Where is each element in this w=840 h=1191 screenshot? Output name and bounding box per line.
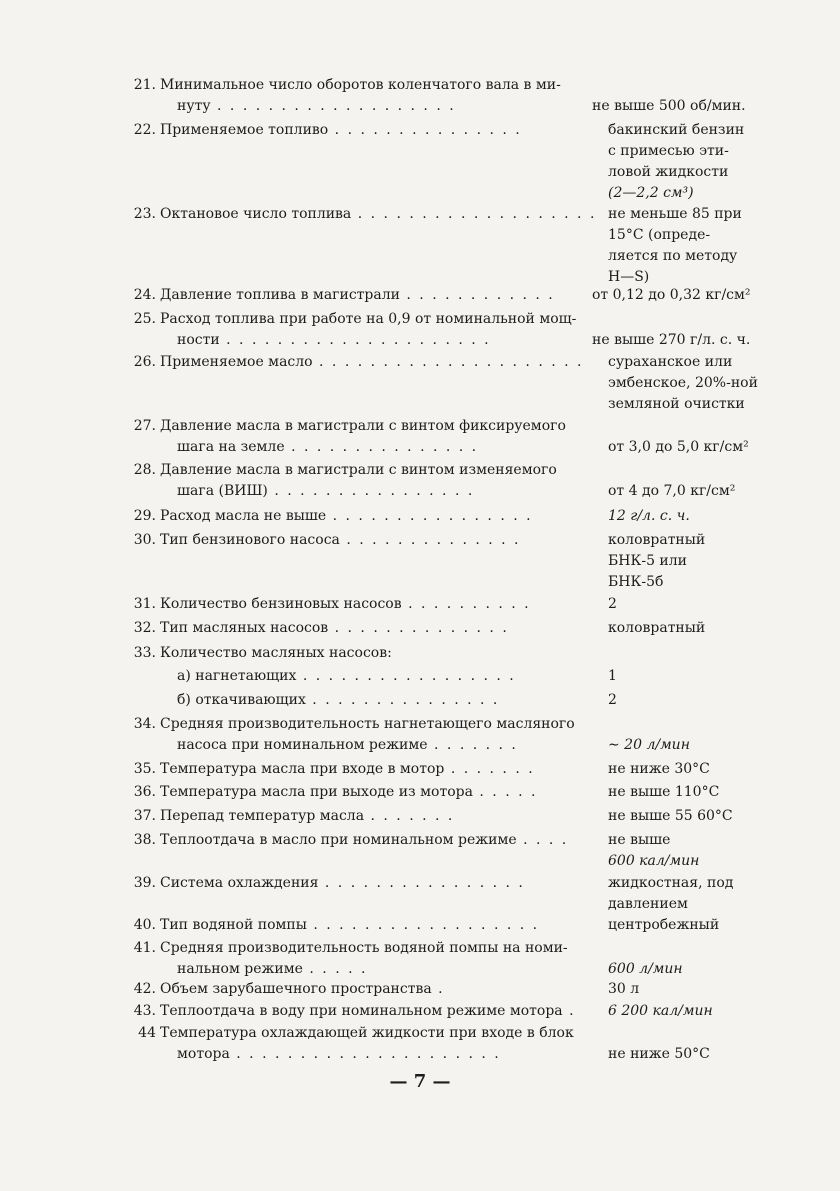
item-value: не выше 500 об/мин. [592,98,746,114]
item-label: Температура масла при выходе из мотора . . . . . [160,784,538,800]
item-value: не выше 110°С [608,784,720,800]
item-label: Давление масла в магистрали с винтом фиксируемого [160,418,566,434]
item-label: Теплоотдача в масло при номинальном режиме . . . . [160,832,569,848]
item-number: 28. [133,462,156,478]
item-label: Система охлаждения . . . . . . . . . . . . . . . . [160,875,525,891]
item-number: 39. [133,875,156,891]
item-number: 41. [133,940,156,956]
item-label: Октановое число топлива . . . . . . . . . . . . . . . . . . . [160,206,597,222]
item-number: 36. [133,784,156,800]
item-number: 35. [133,761,156,777]
item-label-continued: шага на земле . . . . . . . . . . . . . . . [177,439,479,455]
item-number: 26. [133,354,156,370]
item-value: ∼ 20 л/мин [608,737,690,753]
item-number: 40. [133,917,156,933]
item-value: коловратный БНК-5 или БНК-5б [608,532,706,590]
item-value: бакинский бензин с примесью эти- ловой жидкости (2—2,2 см³) [608,122,745,201]
item-label: Перепад температур масла . . . . . . . [160,808,455,824]
item-number: 24. [133,287,156,303]
item-number: 32. [133,620,156,636]
item-label: Минимальное число оборотов коленчатого вала в ми- [160,77,561,93]
item-value: не ниже 30°С [608,761,710,777]
item-number: 29. [133,508,156,524]
item-label: Теплоотдача в воду при номинальном режиме мотора . [160,1003,576,1019]
item-label: Применяемое масло . . . . . . . . . . . . . . . . . . . . . [160,354,584,370]
page-number: — 7 — [389,1071,451,1092]
item-value: не ниже 50°С [608,1046,710,1062]
item-number: 42. [133,981,156,997]
item-number: 44 [138,1025,156,1041]
item-label: Расход масла не выше . . . . . . . . . . . . . . . . [160,508,533,524]
item-label: Количество масляных насосов: [160,645,392,661]
item-number: 31. [133,596,156,612]
item-label-continued: шага (ВИШ) . . . . . . . . . . . . . . . . [177,483,475,499]
item-label-continued: нуту . . . . . . . . . . . . . . . . . . . [177,98,456,114]
item-label: а) нагнетающих . . . . . . . . . . . . . . . . . [177,668,516,684]
item-label-continued: нальном режиме . . . . . [177,961,368,977]
item-label: Давление топлива в магистрали . . . . . . . . . . . . [160,287,555,303]
item-number: 30. [133,532,156,548]
item-label: Расход топлива при работе на 0,9 от номинальной мощ- [160,311,577,327]
item-value: не выше 270 г/л. с. ч. [592,332,751,348]
item-label: Тип водяной помпы . . . . . . . . . . . . . . . . . . [160,917,540,933]
item-number: 22. [133,122,156,138]
item-label: б) откачивающих . . . . . . . . . . . . . . . [177,692,500,708]
item-value: 6 200 кал/мин [608,1003,713,1019]
item-value: не выше 55 60°С [608,808,733,824]
item-value: от 3,0 до 5,0 кг/см² [608,439,749,455]
item-number: 43. [133,1003,156,1019]
item-label: Средняя производительность водяной помпы на номи- [160,940,568,956]
item-value: от 0,12 до 0,32 кг/см² [592,287,751,303]
item-number: 37. [133,808,156,824]
item-label: Температура масла при входе в мотор . . . . . . . [160,761,535,777]
item-label: Тип масляных насосов . . . . . . . . . . . . . . [160,620,509,636]
item-value: не меньше 85 при 15°С (опреде- ляется по методу Н—S) [608,206,742,285]
item-label-continued: мотора . . . . . . . . . . . . . . . . . . . . . [177,1046,501,1062]
item-value: 2 [608,596,617,612]
item-value: жидкостная, под давлением [608,875,734,912]
item-value: не выше 600 кал/мин [608,832,700,869]
item-label-continued: насоса при номинальном режиме . . . . . . . [177,737,518,753]
item-label: Тип бензинового насоса . . . . . . . . . . . . . . [160,532,521,548]
item-value: 600 л/мин [608,961,683,977]
item-value: 1 [608,668,617,684]
item-number: 23. [133,206,156,222]
item-number: 34. [133,716,156,732]
item-number: 21. [133,77,156,93]
item-label-continued: ности . . . . . . . . . . . . . . . . . . . . . [177,332,491,348]
item-number: 38. [133,832,156,848]
item-number: 25. [133,311,156,327]
item-value: 12 г/л. с. ч. [608,508,690,524]
item-label: Давление масла в магистрали с винтом изменяемого [160,462,557,478]
item-label: Средняя производительность нагнетающего масляного [160,716,575,732]
item-label: Температура охлаждающей жидкости при входе в блок [160,1025,574,1041]
item-value: сураханское или эмбенское, 20%-ной земляной очистки [608,354,758,412]
item-number: 27. [133,418,156,434]
item-label: Объем зарубашечного пространства . [160,981,445,997]
item-value: центробежный [608,917,720,933]
item-number: 33. [133,645,156,661]
item-value: коловратный [608,620,706,636]
item-label: Количество бензиновых насосов . . . . . . . . . . [160,596,531,612]
item-label: Применяемое топливо . . . . . . . . . . . . . . . [160,122,522,138]
item-value: 30 л [608,981,640,997]
item-value: 2 [608,692,617,708]
item-value: от 4 до 7,0 кг/см² [608,483,736,499]
